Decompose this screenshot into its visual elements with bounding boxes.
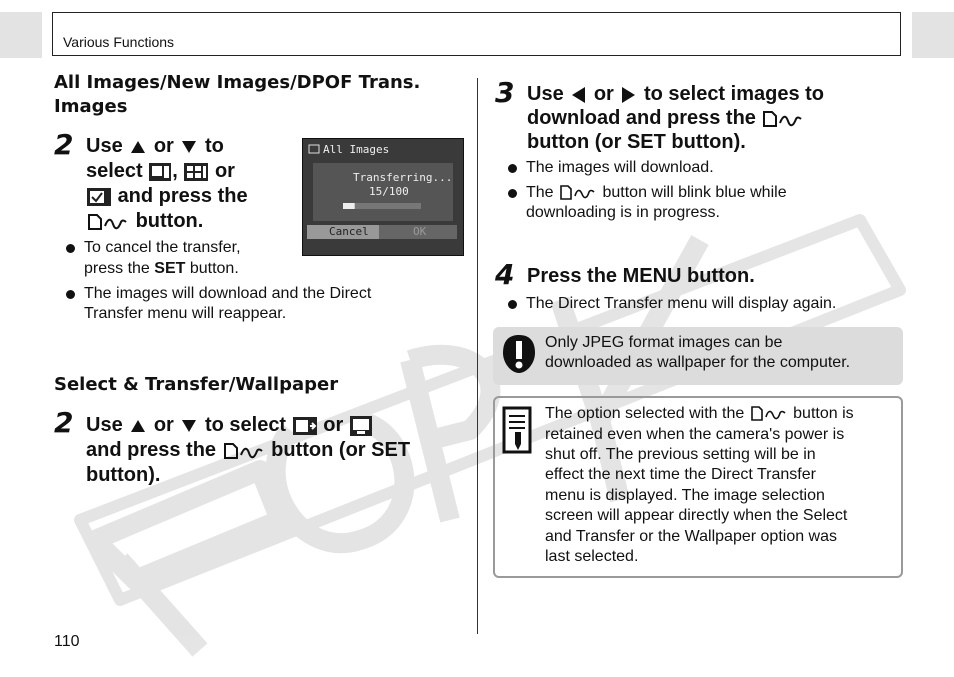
step2a-select: select [86,160,143,182]
print-share-icon [86,212,130,232]
step2a-or: or [153,135,174,157]
bullet-cancel-line1: To cancel the transfer, [84,239,241,256]
bullet-cancel-line2-post: button. [185,260,239,277]
print-share-icon [749,405,789,423]
down-arrow-icon [182,420,196,432]
left-arrow-icon [572,87,585,103]
print-share-icon [761,109,805,129]
step2a-use: Use [86,135,123,157]
lcd-progress-fill [343,203,355,209]
step2b-line1 [86,413,373,437]
step-number-2a: 2 [54,128,74,161]
all-images-icon [148,162,172,182]
memo-line8: last selected. [545,548,639,565]
print-share-icon [558,184,598,202]
section1-title-line1: All Images/New Images/DPOF Trans. [54,72,421,93]
step-number-4: 4 [495,258,515,291]
bullet-cancel-line2 [84,259,239,279]
caution-box [493,327,903,385]
up-arrow-icon [131,420,145,432]
select-transfer-icon [292,416,318,436]
bullet-cancel-line2-pre: press the [84,260,155,277]
memo-line4: effect the next time the Direct Transfer [545,466,816,483]
memo-line1-pre: The option selected with the [545,405,745,422]
step2b-and-press: and press the [86,439,217,461]
step2b-use: Use [86,414,123,436]
caution-icon [501,333,537,377]
lcd-status: Transferring... [353,171,453,184]
memo-pencil-icon [502,406,534,456]
step2a-line3 [86,184,248,208]
header-section-label: Various Functions [63,34,175,50]
step2a-button-word: button. [135,210,204,232]
step2b-or: or [153,414,174,436]
wallpaper-icon [349,415,373,437]
memo-line1-post: button is [793,405,854,422]
step3-use: Use [527,83,564,105]
bullet3a-text: The images will download. [526,159,714,176]
step2b-line3: button). [86,464,161,486]
section1-title-line2: Images [54,96,128,117]
step2a-line1 [86,134,224,158]
bullet-dot [508,300,517,309]
memo-line7: and Transfer or the Wallpaper option was [545,528,838,545]
right-arrow-icon [622,87,635,103]
section2-title: Select & Transfer/Wallpaper [54,374,339,395]
caution-line2: downloaded as wallpaper for the computer. [545,354,851,371]
bullet3b-pre: The [526,184,554,201]
memo-line1 [545,404,854,425]
step2b-or2: or [323,414,344,436]
bullet-dot [66,290,75,299]
step2a-line4 [86,209,203,233]
bullet4-text: The Direct Transfer menu will display again. [526,295,837,312]
bullet-download-line2: Transfer menu will reappear. [84,305,287,322]
step3-line3: button (or SET button). [527,131,746,153]
bullet3b-post: button will blink blue while [602,184,787,201]
step2a-to: to [204,135,224,157]
lcd-title: All Images [323,143,390,156]
step-number-3: 3 [495,76,515,109]
corner-tab-right [912,12,954,58]
page-header [52,12,901,56]
bullet3b-line2: downloading is in progress. [526,204,720,221]
step4-text: Press the MENU button. [527,265,755,287]
step3-download-press: download and press the [527,107,756,129]
step2a-or2: or [214,160,235,182]
page-number: 110 [54,633,80,650]
memo-line2: retained even when the camera's power is [545,426,845,443]
lcd-cancel-label: Cancel [329,225,369,238]
lcd-ok-label: OK [413,225,427,238]
step2a-line2 [86,159,235,183]
down-arrow-icon [182,141,196,153]
step2b-button-or-set: button (or SET [271,439,411,461]
step3-select-images: to select images to [643,83,825,105]
step-number-2b: 2 [54,406,74,439]
bullet-download-line1: The images will download and the Direct [84,285,372,302]
bullet3b-line1 [526,183,787,203]
step2a-comma: , [172,160,178,182]
column-divider [477,78,478,634]
step3-line2 [527,106,805,130]
step2a-and-press: and press the [117,185,248,207]
memo-line5: menu is displayed. The image selection [545,487,825,504]
memo-line6: screen will appear directly when the Select [545,507,848,524]
bullet-dot [66,244,75,253]
lcd-count: 15/100 [369,185,409,198]
bullet-dot [508,189,517,198]
lcd-screen-image [302,138,464,256]
bullet-dot [508,164,517,173]
caution-line1: Only JPEG format images can be [545,334,783,351]
print-share-icon [222,441,266,461]
up-arrow-icon [131,141,145,153]
memo-box [493,396,903,578]
step3-or: or [593,83,614,105]
step3-line1 [527,82,824,106]
corner-tab-left [0,12,42,58]
step2b-line2 [86,438,410,462]
dpof-images-icon [86,187,112,207]
new-images-icon [183,162,209,182]
step2b-to-select: to select [204,414,287,436]
memo-line3: shut off. The previous setting will be in [545,446,816,463]
set-label: SET [154,260,186,277]
